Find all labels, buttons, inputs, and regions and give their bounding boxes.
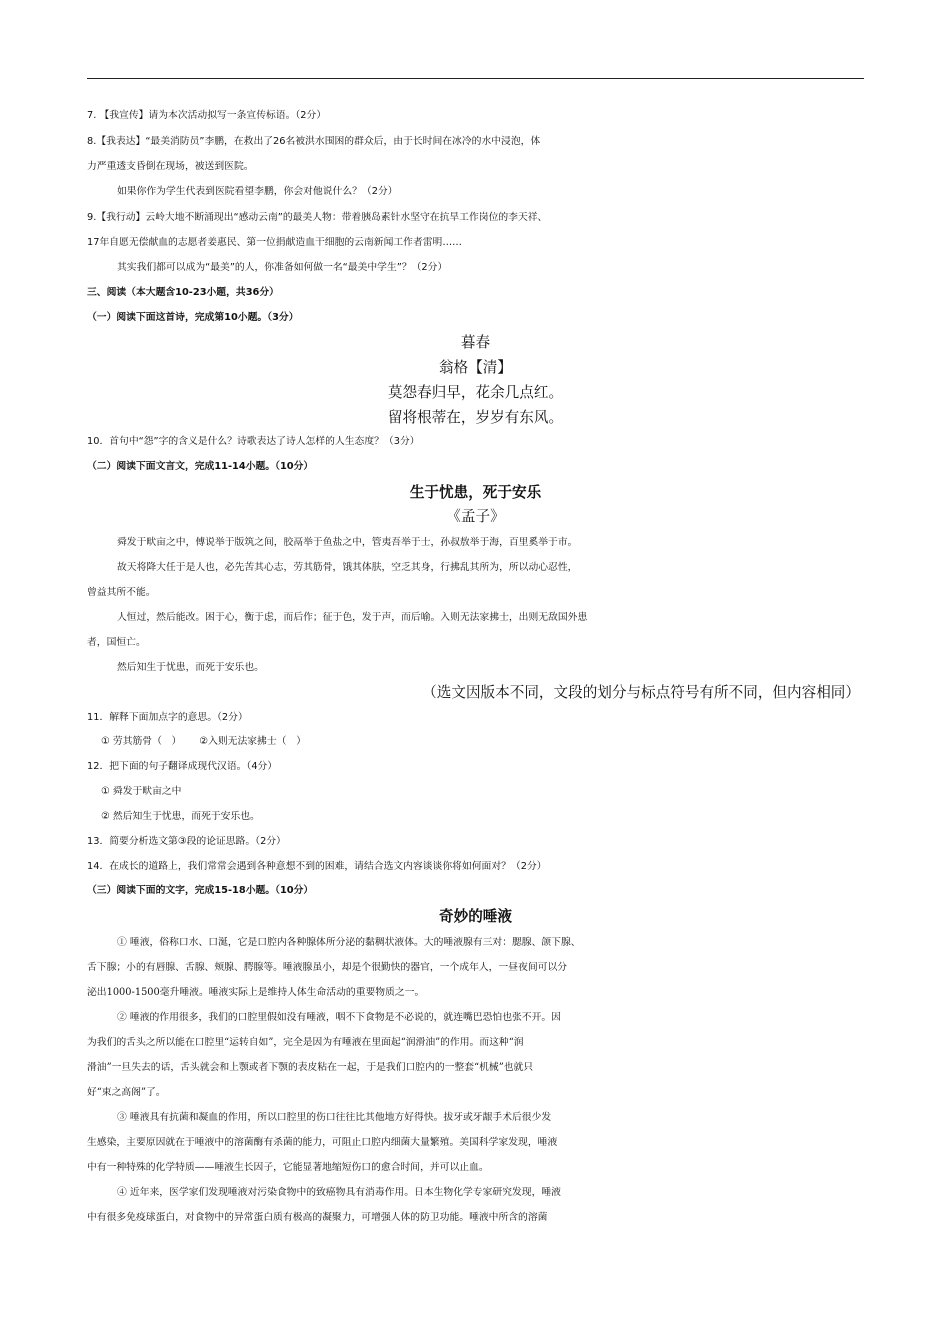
classical-paragraph-3-line-1: 人恒过，然后能改。困于心，衡于虑，而后作；征于色，发于声，而后喻。入则无法家拂士，出则无敌国外患 bbox=[117, 612, 588, 623]
part-1-heading: （一）阅读下面这首诗，完成第10小题。（3分） bbox=[87, 312, 299, 323]
article-paragraph-3-line-1: ③ 唾液具有抗菌和凝血的作用，所以口腔里的伤口往往比其他地方好得快。拔牙或牙龈手术后很少发 bbox=[117, 1112, 552, 1123]
question-8-line-2: 力严重透支昏倒在现场，被送到医院。 bbox=[87, 161, 254, 172]
question-8-prompt: 如果你作为学生代表到医院看望李鹏，你会对他说什么？（2分） bbox=[117, 186, 398, 197]
classical-paragraph-1: 舜发于畎亩之中，傅说举于版筑之间，胶鬲举于鱼盐之中，管夷吾举于士，孙叔敖举于海，百里奚举于市。 bbox=[117, 537, 578, 548]
classical-paragraph-2-line-1: 故天将降大任于是人也，必先苦其心志，劳其筋骨，饿其体肤，空乏其身，行拂乱其所为，所以动心忍性， bbox=[117, 562, 578, 573]
classical-paragraph-2-line-2: 曾益其所不能。 bbox=[87, 587, 156, 598]
poem-line-2: 留将根蒂在，岁岁有东风。 bbox=[387, 409, 564, 426]
question-8-line-1: 8.【我表达】“最美消防员”李鹏，在救出了26名被洪水围困的群众后，由于长时间在冰冷的水中浸泡，体 bbox=[87, 136, 541, 147]
poem-title: 暮春 bbox=[460, 334, 491, 351]
classical-text-title: 生于忧患，死于安乐 bbox=[409, 484, 542, 501]
section-3-heading: 三、阅读（本大题含10-23小题，共36分） bbox=[87, 287, 279, 298]
part-2-heading: （二）阅读下面文言文，完成11-14小题。（10分） bbox=[87, 461, 314, 472]
article-paragraph-2-line-1: ② 唾液的作用很多，我们的口腔里假如没有唾液，咽不下食物是不必说的，就连嘴巴恐怕也张不开。因 bbox=[117, 1012, 561, 1023]
part-3-heading: （三）阅读下面的文字，完成15-18小题。（10分） bbox=[87, 885, 314, 896]
article-paragraph-1-line-3: 泌出1000-1500毫升唾液。唾液实际上是维持人体生命活动的重要物质之一。 bbox=[87, 987, 425, 998]
classical-paragraph-3-line-2: 者，国恒亡。 bbox=[87, 637, 146, 648]
article-paragraph-2-line-3: 滑油”一旦失去的话，舌头就会和上颚或者下颚的表皮粘在一起，于是我们口腔内的一整套“机械”也就只 bbox=[87, 1062, 534, 1073]
article-paragraph-4-line-1: ④ 近年来，医学家们发现唾液对污染食物中的致癌物具有消毒作用。日本生物化学专家研究发现，唾液 bbox=[117, 1187, 561, 1198]
poem-author: 翁格【清】 bbox=[439, 359, 512, 376]
classical-paragraph-4: 然后知生于忧患，而死于安乐也。 bbox=[117, 662, 264, 673]
article-paragraph-2-line-2: 为我们的舌头之所以能在口腔里“运转自如”，完全是因为有唾液在里面起“润滑油”的作用。而这种“润 bbox=[87, 1037, 524, 1048]
question-7: 7. 【我宣传】请为本次活动拟写一条宣传标语。（2分） bbox=[87, 110, 327, 121]
question-13: 13．简要分析选文第③段的论证思路。（2分） bbox=[87, 836, 286, 847]
question-10: 10．首句中“怨”字的含义是什么？诗歌表达了诗人怎样的人生态度？（3分） bbox=[87, 436, 420, 447]
question-9-line-1: 9.【我行动】云岭大地不断涌现出“感动云南”的最美人物：带着胰岛素针水坚守在抗旱工作岗位的李天祥、 bbox=[87, 212, 548, 223]
article-paragraph-2-line-4: 好“束之高阁”了。 bbox=[87, 1087, 166, 1098]
classical-text-author: 《孟子》 bbox=[446, 508, 505, 525]
article-paragraph-3-line-3: 中有一种特殊的化学特质——唾液生长因子，它能显著地缩短伤口的愈合时间，并可以止血。 bbox=[87, 1162, 489, 1173]
question-9-line-2: 17年自愿无偿献血的志愿者姜惠民、第一位捐献造血干细胞的云南新闻工作者雷明…… bbox=[87, 237, 462, 248]
version-note: （选文因版本不同，文段的划分与标点符号有所不同，但内容相同） bbox=[422, 684, 860, 701]
article-paragraph-1-line-2: 舌下腺；小的有唇腺、舌腺、颊腺、腭腺等。唾液腺虽小，却是个很勤快的器官，一个成年人，一昼夜间可以分 bbox=[87, 962, 568, 973]
question-12: 12．把下面的句子翻译成现代汉语。（4分） bbox=[87, 761, 278, 772]
header-rule bbox=[87, 78, 864, 79]
article-paragraph-1-line-1: ① 唾液，俗称口水、口涎，它是口腔内各种腺体所分泌的黏稠状液体。大的唾液腺有三对：腮腺、颌下腺、 bbox=[117, 937, 581, 948]
question-12-item-1: ① 舜发于畎亩之中 bbox=[101, 786, 182, 797]
poem-line-1: 莫怨春归早，花余几点红。 bbox=[387, 384, 564, 401]
article-paragraph-3-line-2: 生感染，主要原因就在于唾液中的溶菌酶有杀菌的能力，可阻止口腔内细菌大量繁殖。美国科学家发现，唾液 bbox=[87, 1137, 558, 1148]
question-11: 11．解释下面加点字的意思。（2分） bbox=[87, 712, 248, 723]
question-14: 14．在成长的道路上，我们常常会遇到各种意想不到的困难，请结合选文内容谈谈你将如何面对？（2分） bbox=[87, 861, 547, 872]
article-paragraph-4-line-2: 中有很多免疫球蛋白，对食物中的异常蛋白质有极高的凝聚力，可增强人体的防卫功能。唾液中所含的溶菌 bbox=[87, 1212, 548, 1223]
question-12-item-2: ② 然后知生于忧患，而死于安乐也。 bbox=[101, 811, 260, 822]
article-title: 奇妙的唾液 bbox=[439, 908, 512, 925]
question-9-prompt: 其实我们都可以成为“最美”的人，你准备如何做一名“最美中学生”？（2分） bbox=[117, 262, 448, 273]
question-11-items: ① 劳其筋骨（ ） ②入则无法家拂士（ ） bbox=[101, 736, 307, 747]
